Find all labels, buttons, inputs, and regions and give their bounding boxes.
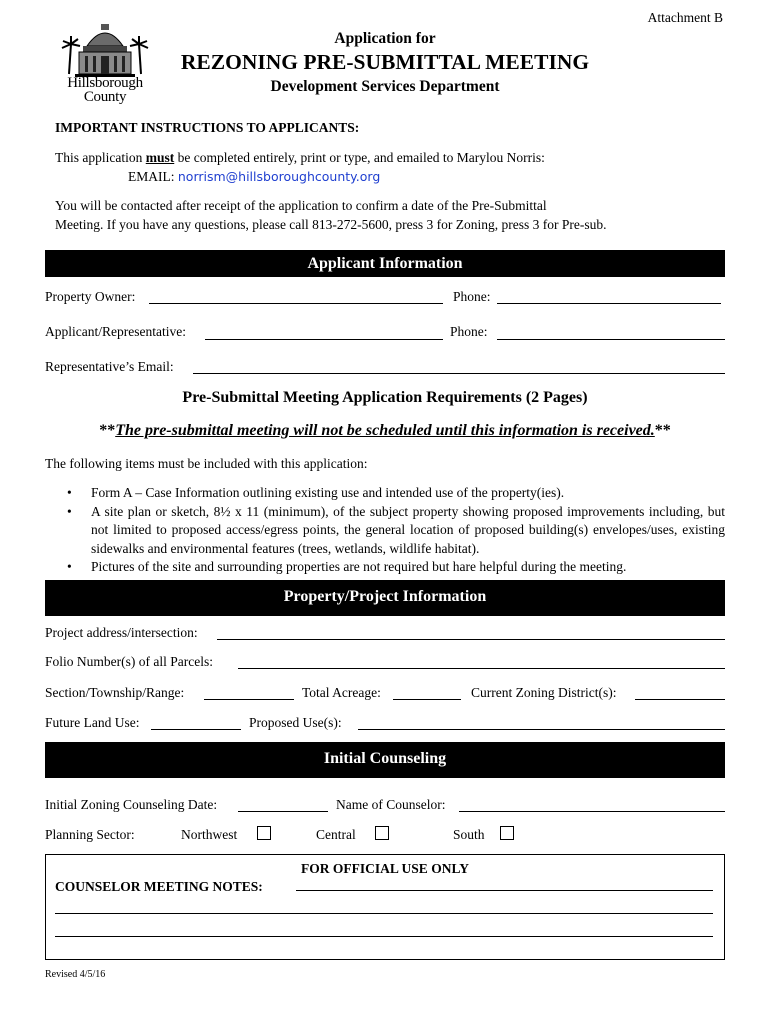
attachment-label: Attachment B bbox=[647, 10, 723, 25]
email-link[interactable]: norrism@hillsboroughcounty.org bbox=[177, 169, 381, 184]
acreage-field[interactable] bbox=[393, 699, 461, 700]
property-owner-label: Property Owner: bbox=[45, 289, 136, 304]
counselor-name-field[interactable] bbox=[459, 811, 725, 812]
revision-date: Revised 4/5/16 bbox=[45, 969, 106, 980]
section-label: Section/Township/Range: bbox=[45, 685, 185, 700]
list-item bbox=[67, 484, 725, 503]
proposed-use-label: Proposed Use(s): bbox=[249, 715, 342, 730]
must-emphasis: must bbox=[145, 150, 175, 165]
rep-phone-field[interactable] bbox=[497, 339, 725, 340]
sector-northwest-checkbox[interactable] bbox=[257, 826, 271, 840]
instructions-text: be completed entirely, print or type, and emailed to Marylou Norris: bbox=[174, 150, 545, 165]
property-owner-field[interactable] bbox=[149, 303, 443, 304]
rep-email-label: Representative’s Email: bbox=[45, 359, 174, 374]
contact-line1: You will be contacted after receipt of the application to confirm a date of the Pre-Submittal bbox=[55, 198, 547, 213]
applicant-rep-label: Applicant/Representative: bbox=[45, 324, 186, 339]
applicant-rep-field[interactable] bbox=[205, 339, 443, 340]
sector-south-checkbox[interactable] bbox=[500, 826, 514, 840]
requirements-title: Pre-Submittal Meeting Application Requirements (2 Pages) bbox=[182, 389, 588, 406]
sector-central-label: Central bbox=[316, 827, 356, 842]
list-item bbox=[67, 503, 725, 559]
project-address-label: Project address/intersection: bbox=[45, 625, 198, 640]
sector-northwest-label: Northwest bbox=[181, 827, 238, 842]
instructions-heading: IMPORTANT INSTRUCTIONS TO APPLICANTS: bbox=[55, 120, 360, 135]
counselor-notes-label: COUNSELOR MEETING NOTES: bbox=[55, 879, 263, 894]
folio-field[interactable] bbox=[238, 668, 725, 669]
requirements-list bbox=[45, 484, 725, 577]
counselor-notes-line-3[interactable] bbox=[55, 936, 713, 937]
owner-phone-field[interactable] bbox=[497, 303, 721, 304]
list-item bbox=[67, 558, 725, 577]
counseling-band: Initial Counseling bbox=[45, 742, 725, 778]
requirements-warning bbox=[0, 422, 770, 440]
logo-text-line1: Hillsborough bbox=[67, 75, 143, 91]
form-title: REZONING PRE-SUBMITTAL MEETING bbox=[180, 50, 590, 74]
list-item-text: A site plan or sketch, 8½ x 11 (minimum), of the subject property showing proposed improvements including, but not limited to proposed access/egress points, the general location of proposed building(s) envelopes/uses, existing sidewalks and environmental features (trees, wetlands, wildlife habitat). bbox=[91, 503, 725, 556]
owner-phone-label: Phone: bbox=[453, 289, 491, 304]
warning-stars: ** bbox=[654, 422, 671, 439]
zoning-district-field[interactable] bbox=[635, 699, 725, 700]
acreage-label: Total Acreage: bbox=[302, 685, 381, 700]
property-info-band: Property/Project Information bbox=[45, 580, 725, 616]
counseling-date-label: Initial Zoning Counseling Date: bbox=[45, 797, 218, 812]
bullet: • bbox=[67, 503, 72, 519]
planning-sector-label: Planning Sector: bbox=[45, 827, 135, 842]
logo-text-line2: County bbox=[83, 89, 127, 105]
applicant-info-band: Applicant Information bbox=[45, 250, 725, 277]
official-use-heading: FOR OFFICIAL USE ONLY bbox=[301, 861, 469, 876]
rep-phone-label: Phone: bbox=[450, 324, 488, 339]
requirements-intro: The following items must be included with this application: bbox=[45, 456, 368, 471]
department-name: Development Services Department bbox=[270, 78, 500, 95]
counselor-notes-line-2[interactable] bbox=[55, 913, 713, 914]
future-land-use-field[interactable] bbox=[151, 729, 241, 730]
sector-south-label: South bbox=[453, 827, 485, 842]
rep-email-field[interactable] bbox=[193, 373, 725, 374]
warning-text: The pre-submittal meeting will not be scheduled until this information is received. bbox=[115, 422, 655, 439]
bullet: • bbox=[67, 559, 72, 574]
future-land-use-label: Future Land Use: bbox=[45, 715, 140, 730]
warning-stars: ** bbox=[99, 422, 116, 439]
list-item-text: Pictures of the site and surrounding properties are not required but hare helpful during the meeting. bbox=[91, 559, 627, 574]
instructions-line1 bbox=[55, 148, 545, 167]
form-subtitle: Application for bbox=[334, 30, 436, 47]
instructions-text: This application bbox=[55, 150, 146, 165]
project-address-field[interactable] bbox=[217, 639, 725, 640]
section-field[interactable] bbox=[204, 699, 294, 700]
counselor-notes-line-1[interactable] bbox=[296, 890, 713, 891]
list-item-text: Form A – Case Information outlining existing use and intended use of the property(ies). bbox=[91, 485, 565, 500]
email-line bbox=[128, 167, 380, 186]
bullet: • bbox=[67, 485, 72, 500]
counseling-date-field[interactable] bbox=[238, 811, 328, 812]
zoning-district-label: Current Zoning District(s): bbox=[471, 685, 617, 700]
contact-line2: Meeting. If you have any questions, please call 813-272-5600, press 3 for Zoning, press 3 for Pre-sub. bbox=[55, 217, 607, 232]
sector-central-checkbox[interactable] bbox=[375, 826, 389, 840]
email-label: EMAIL: bbox=[128, 169, 175, 184]
proposed-use-field[interactable] bbox=[358, 729, 725, 730]
counselor-name-label: Name of Counselor: bbox=[336, 797, 446, 812]
folio-label: Folio Number(s) of all Parcels: bbox=[45, 654, 213, 669]
